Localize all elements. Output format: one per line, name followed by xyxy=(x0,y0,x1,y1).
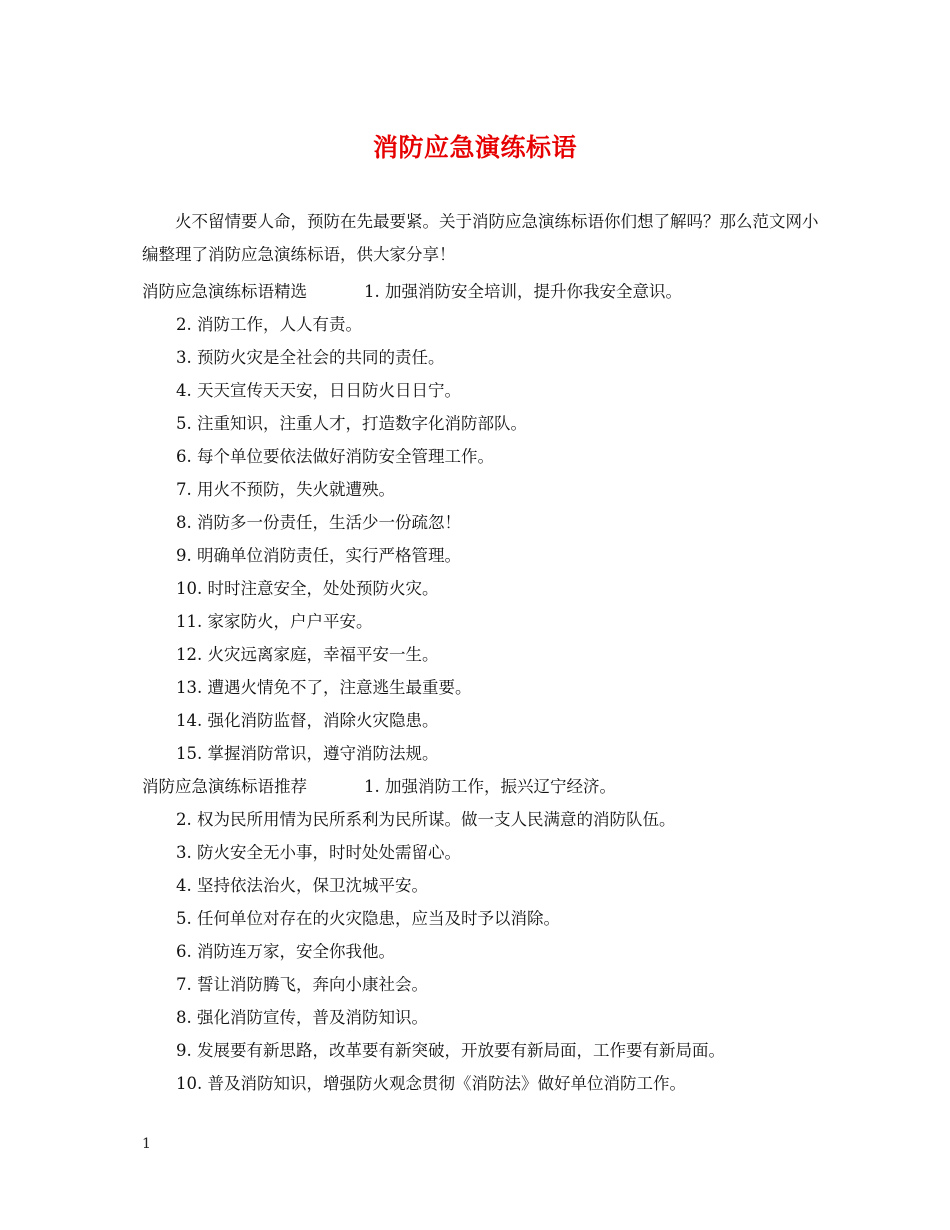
list-item: 6. 消防连万家，安全你我他。 xyxy=(176,942,395,961)
list-item: 10. 普及消防知识，增强防火观念贯彻《消防法》做好单位消防工作。 xyxy=(176,1074,686,1093)
section-heading-recommended xyxy=(142,776,616,798)
section-heading-label: 消防应急演练标语推荐 xyxy=(142,777,307,796)
list-item: 10. 时时注意安全，处处预防火灾。 xyxy=(176,579,439,598)
list-item: 4. 坚持依法治火，保卫沈城平安。 xyxy=(176,876,428,895)
list-item: 9. 明确单位消防责任，实行严格管理。 xyxy=(176,546,461,565)
list-item: 5. 任何单位对存在的火灾隐患，应当及时予以消除。 xyxy=(176,909,560,928)
list-item: 13. 遭遇火情免不了，注意逃生最重要。 xyxy=(176,678,472,697)
list-item: 15. 掌握消防常识，遵守消防法规。 xyxy=(176,744,439,763)
intro-paragraph: 火不留情要人命，预防在先最要紧。关于消防应急演练标语你们想了解吗？那么范文网小编整理了消防应急演练标语，供大家分享！ xyxy=(142,212,819,264)
page-number: 1 xyxy=(142,1136,151,1152)
list-item: 8. 强化消防宣传，普及消防知识。 xyxy=(176,1008,428,1027)
list-item: 8. 消防多一份责任，生活少一份疏忽！ xyxy=(176,513,461,532)
list-item: 6. 每个单位要依法做好消防安全管理工作。 xyxy=(176,447,494,466)
page-title: 消防应急演练标语 xyxy=(372,133,577,162)
list-item: 3. 防火安全无小事，时时处处需留心。 xyxy=(176,843,461,862)
list-item: 7. 用火不预防，失火就遭殃。 xyxy=(176,480,395,499)
list-item: 2. 消防工作，人人有责。 xyxy=(176,315,362,334)
list-item: 7. 誓让消防腾飞，奔向小康社会。 xyxy=(176,975,428,994)
list-item: 1. 加强消防安全培训，提升你我安全意识。 xyxy=(364,282,682,301)
section-heading-featured xyxy=(142,281,682,303)
list-item: 1. 加强消防工作，振兴辽宁经济。 xyxy=(364,777,616,796)
list-item: 14. 强化消防监督，消除火灾隐患。 xyxy=(176,711,439,730)
list-item: 2. 权为民所用情为民所系利为民所谋。做一支人民满意的消防队伍。 xyxy=(176,810,676,829)
list-item: 9. 发展要有新思路，改革要有新突破，开放要有新局面，工作要有新局面。 xyxy=(176,1041,725,1060)
list-item: 11. 家家防火，户户平安。 xyxy=(176,612,373,631)
section-heading-label: 消防应急演练标语精选 xyxy=(142,282,307,301)
list-item: 3. 预防火灾是全社会的共同的责任。 xyxy=(176,348,445,367)
list-item: 5. 注重知识，注重人才，打造数字化消防部队。 xyxy=(176,414,527,433)
list-item: 4. 天天宣传天天安，日日防火日日宁。 xyxy=(176,381,461,400)
list-item: 12. 火灾远离家庭，幸福平安一生。 xyxy=(176,645,439,664)
